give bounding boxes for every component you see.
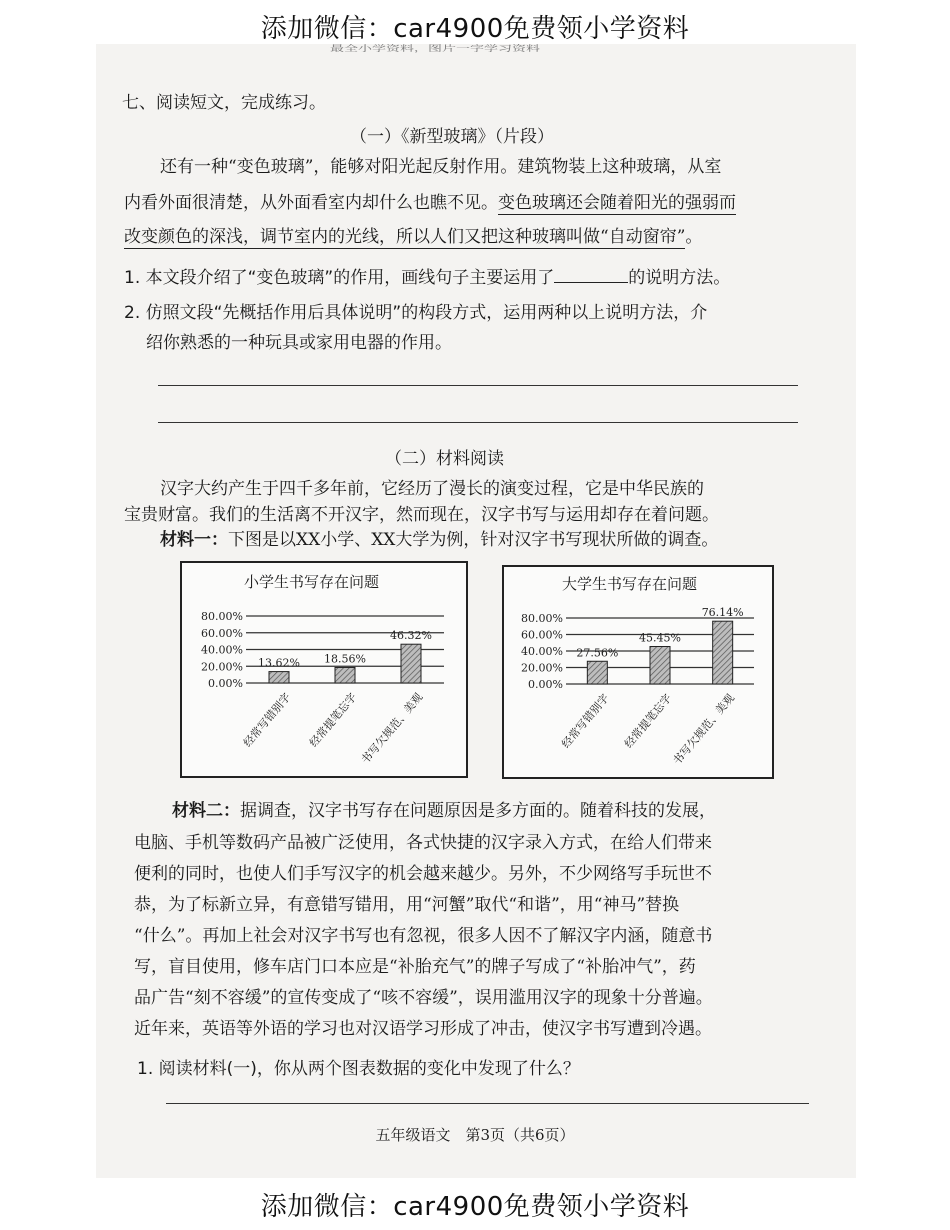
y-tick-label: 20.00% [201, 660, 243, 674]
answer-line[interactable] [158, 385, 798, 386]
y-tick-label: 60.00% [521, 628, 563, 642]
page-footer: 五年级语文 第3页（共6页） [375, 1126, 575, 1144]
chart-title: 大学生书写存在问题 [562, 575, 698, 593]
bar [587, 661, 607, 684]
passage-plain-text: 内看外面很清楚，从外面看室内却什么也瞧不见。 [124, 193, 498, 213]
bar [713, 621, 733, 684]
category-label: 经常写错别字 [559, 691, 612, 751]
material-2-line [172, 796, 716, 821]
material-1 [160, 525, 718, 550]
data-label: 45.45% [639, 631, 681, 645]
y-tick-label: 0.00% [208, 677, 243, 690]
data-label: 27.56% [576, 646, 619, 660]
material-2-line: “什么”。再加上社会对汉字书写也有忽视，很多人因不了解汉字内涵，随意书 [134, 926, 713, 946]
material-2-line: 电脑、手机等数码产品被广泛使用，各式快捷的汉字录入方式，在给人们带来 [134, 833, 712, 853]
passage-line-3 [124, 222, 702, 247]
y-tick-label: 60.00% [201, 626, 243, 640]
question-1-suffix: 的说明方法。 [628, 268, 731, 288]
part2-question-1: 1. 阅读材料(一)，你从两个图表数据的变化中发现了什么？ [137, 1059, 580, 1079]
y-tick-label: 80.00% [201, 610, 243, 623]
category-label: 经常提笔忘字 [306, 690, 360, 750]
question-1-text: 1. 本文段介绍了“变色玻璃”的作用，画线句子主要运用了 [124, 268, 555, 288]
question-2-line1: 2. 仿照文段“先概括作用后具体说明”的构段方式，运用两种以上说明方法，介 [124, 303, 708, 323]
data-label: 13.62% [258, 656, 300, 670]
bar [335, 667, 355, 683]
chart-svg [504, 567, 772, 777]
data-label: 18.56% [324, 652, 366, 666]
category-label: 经常写错别字 [240, 690, 294, 750]
passage-end-punct: 。 [685, 227, 703, 247]
chart-svg [182, 563, 466, 776]
data-label: 46.32% [390, 629, 432, 643]
material-1-label: 材料一： [160, 530, 228, 550]
answer-blank[interactable] [554, 268, 628, 283]
passage-line-2 [124, 188, 736, 213]
part1-title: （一）《新型玻璃》（片段） [350, 127, 554, 147]
y-tick-label: 40.00% [521, 645, 563, 658]
section-heading: 七、阅读短文，完成练习。 [122, 93, 326, 113]
material-2-line: 品广告“刻不容缓”的宣传变成了“咳不容缓”，误用滥用汉字的现象十分普遍。 [134, 988, 713, 1008]
chart-primary-school [180, 561, 468, 778]
chart-university [502, 565, 774, 779]
y-tick-label: 80.00% [521, 612, 563, 625]
material-2-line: 恭，为了标新立异，有意错写错用，用“河蟹”取代“和谐”，用“神马”替换 [134, 895, 680, 915]
material-1-text: 下图是以XX小学、XX大学为例，针对汉字书写现状所做的调查。 [228, 530, 719, 550]
y-tick-label: 0.00% [528, 678, 563, 691]
part2-title: （二）材料阅读 [385, 449, 504, 469]
bar [401, 644, 421, 683]
chart-title: 小学生书写存在问题 [244, 573, 380, 591]
intro-line-1: 汉字大约产生于四千多年前，它经历了漫长的演变过程，它是中华民族的 [160, 479, 704, 499]
material-2-text: 据调查，汉字书写存在问题原因是多方面的。随着科技的发展， [240, 801, 716, 821]
data-label: 76.14% [701, 606, 744, 620]
intro-line-2: 宝贵财富。我们的生活离不开汉字，然而现在，汉字书写与运用却存在着问题。 [124, 505, 719, 525]
material-2-line: 近年来，英语等外语的学习也对汉语学习形成了冲击，使汉字书写遭到冷遇。 [134, 1019, 712, 1039]
category-label: 书写欠规范、美观 [358, 690, 426, 767]
answer-line[interactable] [158, 422, 798, 423]
bar [650, 647, 670, 684]
material-2-label: 材料二： [172, 801, 240, 821]
material-2-line: 便利的同时，也使人们手写汉字的机会越来越少。另外，不少网络写手玩世不 [134, 864, 712, 884]
material-2-line: 写，盲目使用，修车店门口本应是“补胎充气”的牌子写成了“补胎冲气”，药 [134, 957, 696, 977]
underlined-sentence-part2: 改变颜色的深浅，调节室内的光线，所以人们又把这种玻璃叫做“自动窗帘” [124, 227, 686, 247]
question-2-line2: 绍你熟悉的一种玩具或家用电器的作用。 [146, 333, 452, 353]
answer-line[interactable] [166, 1103, 809, 1104]
category-label: 经常提笔忘字 [621, 691, 675, 751]
y-tick-label: 20.00% [521, 661, 563, 675]
category-label: 书写欠规范、美观 [670, 691, 737, 768]
bar [269, 672, 289, 683]
question-1 [124, 263, 730, 288]
faint-header: 最全小学资料，图片一字学习资料 [330, 44, 540, 53]
top-banner: 添加微信：car4900免费领小学资料 [260, 14, 690, 44]
bottom-banner: 添加微信：car4900免费领小学资料 [260, 1192, 690, 1222]
underlined-sentence-part1: 变色玻璃还会随着阳光的强弱而 [498, 193, 736, 213]
y-tick-label: 40.00% [201, 643, 243, 657]
passage-line-1: 还有一种“变色玻璃”，能够对阳光起反射作用。建筑物装上这种玻璃，从室 [160, 157, 722, 177]
